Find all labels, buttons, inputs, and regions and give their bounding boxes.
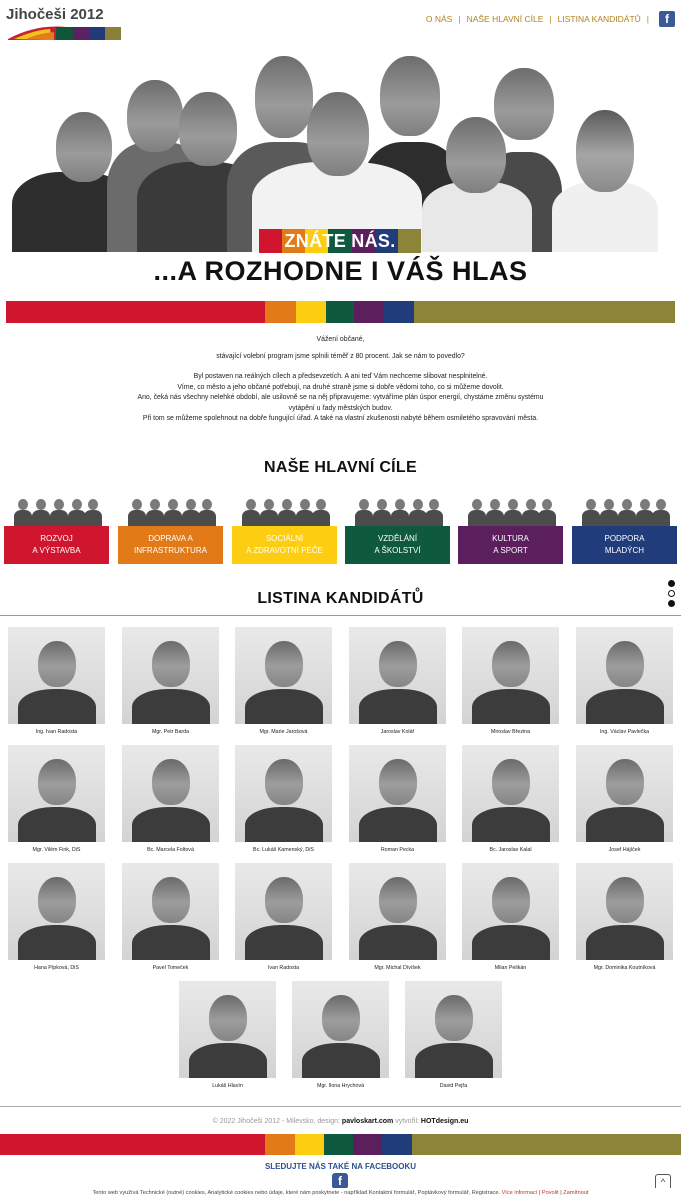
candidate-photo [179, 981, 276, 1078]
goal-team-photo [580, 494, 669, 526]
candidate-card[interactable] [462, 745, 559, 857]
nav-item-listina-kandidatu[interactable]: LISTINA KANDIDÁTŮ [557, 14, 641, 24]
footer-copyright: © 2022 Jihočeši 2012 - Milevsko, design: pavloskart.com vytvořil: HOTdesign.eu [212, 1118, 469, 1125]
candidate-name: Bc. Lukáš Kamenský, DiS [253, 847, 314, 853]
candidate-card[interactable] [576, 863, 673, 975]
candidate-card[interactable] [349, 745, 446, 857]
candidate-photo [349, 745, 446, 842]
section-dot[interactable] [668, 580, 675, 587]
goal-team-photo [466, 494, 555, 526]
goal-label: KULTURA A SPORT [458, 526, 563, 564]
candidate-card[interactable] [349, 627, 446, 739]
goal-label: ROZVOJ A VÝSTAVBA [4, 526, 109, 564]
intro-paragraph-2-line-3: Ano, čeká nás všechny nelehké období, ale usilovně se na něj připravujeme: vytváříme plán úspor energií, chystáme změnu systému [137, 394, 544, 401]
candidate-card[interactable] [8, 863, 105, 975]
candidate-name: Mgr. Petr Barda [151, 729, 190, 735]
goal-card[interactable] [118, 494, 223, 564]
goal-team-photo [240, 494, 329, 526]
design-link[interactable]: pavloskart.com [341, 1118, 394, 1125]
section-divider [0, 615, 681, 616]
cookie-banner: Tento web využívá Technické (nutné) cookies, Analytické cookies nebo údaje, které nám poskytnete - například Kontaktní formulář, Poptávkový formulář, Registrace. Více informací | Povolit | Zamítnout [0, 1188, 681, 1200]
candidate-card[interactable] [576, 745, 673, 857]
candidate-card[interactable] [122, 745, 219, 857]
main-nav [426, 10, 675, 28]
hero-person [552, 110, 658, 252]
candidate-photo [576, 863, 673, 960]
candidate-photo [8, 627, 105, 724]
footer-color-stripe [0, 1134, 681, 1155]
intro-text [100, 335, 581, 425]
candidate-card[interactable] [292, 981, 389, 1093]
hero-badge [259, 229, 421, 253]
site-logo[interactable] [6, 6, 124, 42]
candidate-photo [292, 981, 389, 1078]
candidate-name: Milan Pelikán [494, 965, 527, 971]
cookie-deny-link[interactable]: Zamítnout [563, 1190, 589, 1196]
candidate-name: Ing. Václav Pavlečka [599, 729, 650, 735]
candidate-card[interactable] [235, 863, 332, 975]
candidate-name: Bc. Jaroslav Kalal [489, 847, 532, 853]
nav-item-o-nas[interactable]: O NÁS [425, 14, 453, 24]
candidate-photo [576, 627, 673, 724]
intro-paragraph-2-line-1: Byl postaven na reálných cílech a předsevzetích. A ani teď Vám nechceme slibovat nesplnitelné. [193, 373, 488, 380]
candidate-card[interactable] [462, 863, 559, 975]
candidate-photo [405, 981, 502, 1078]
candidate-photo [349, 627, 446, 724]
hero-person [252, 92, 422, 252]
intro-greeting: Vážení občané, [316, 336, 365, 343]
candidate-photo [235, 627, 332, 724]
candidate-name: Mgr. Vilém Fink, DiS [32, 847, 81, 853]
candidate-photo [462, 745, 559, 842]
goal-label: PODPORA MLADÝCH [572, 526, 677, 564]
candidate-card[interactable] [405, 981, 502, 1093]
footer-divider [0, 1106, 681, 1107]
intro-paragraph-2-line-5: Při tom se můžeme spolehnout na dobře fungující úřad. A také na vlastní zkušenosti nabyté během osmiletého spravování města. [142, 415, 539, 422]
candidate-card[interactable] [8, 745, 105, 857]
nav-separator: | [458, 14, 461, 24]
candidate-card[interactable] [349, 863, 446, 975]
intro-paragraph-2-line-2: Víme, co město a jeho občané potřebují, na druhé straně jsme si dobře vědomi toho, co si můžeme dovolit. [177, 383, 504, 391]
cookie-text: Tento web využívá Technické (nutné) cookies, Analytické cookies nebo údaje, které nám poskytnete - například Kontaktní formulář, Poptávkový formulář, Registrace. [92, 1190, 501, 1196]
color-stripe-bar [6, 301, 675, 323]
author-link[interactable]: HOTdesign.eu [420, 1118, 469, 1125]
nav-separator: | [646, 14, 649, 24]
cookie-allow-link[interactable]: Povolit [541, 1190, 559, 1196]
hero-badge-text: ZNÁTE NÁS. [284, 231, 396, 251]
site-header [0, 0, 681, 46]
candidate-photo [576, 745, 673, 842]
candidate-name: Josef Hájíček [608, 847, 641, 853]
candidate-name: Pavel Tomeček [152, 965, 189, 971]
hero-person [422, 117, 532, 252]
goal-card[interactable] [4, 494, 109, 564]
candidate-name: David Pejřa [439, 1083, 468, 1089]
goal-team-photo [353, 494, 442, 526]
candidate-card[interactable] [122, 627, 219, 739]
goal-label: DOPRAVA A INFRASTRUKTURA [118, 526, 223, 564]
candidate-name: Jaroslav Kolář [380, 729, 415, 735]
candidate-name: Miroslav Březina [490, 729, 531, 735]
candidate-name: Mgr. Dominika Koutníková [593, 965, 656, 971]
hero-group-photo [12, 50, 658, 252]
candidate-photo [8, 745, 105, 842]
logo-color-stripe [6, 26, 122, 40]
candidate-photo [462, 627, 559, 724]
hero-slogan: ...A ROZHODNE I VÁŠ HLAS [153, 256, 528, 286]
facebook-icon[interactable]: f [332, 1173, 348, 1189]
follow-facebook-text: SLEDUJTE NÁS TAKÉ NA FACEBOOKU [264, 1162, 417, 1171]
goal-label: VZDĚLÁNÍ A ŠKOLSTVÍ [345, 526, 450, 564]
nav-separator: | [549, 14, 552, 24]
candidate-card[interactable] [122, 863, 219, 975]
candidate-photo [122, 627, 219, 724]
intro-paragraph-2-line-4: vytápění u řady městských budov. [288, 404, 393, 412]
candidate-photo [122, 863, 219, 960]
candidate-name: Ivan Radosta [267, 965, 300, 971]
candidate-card[interactable] [235, 745, 332, 857]
candidate-card[interactable] [576, 627, 673, 739]
goal-team-photo [12, 494, 101, 526]
candidate-photo [349, 863, 446, 960]
facebook-icon[interactable]: f [659, 11, 675, 27]
candidates-heading: LISTINA KANDIDÁTŮ [257, 590, 424, 607]
candidate-photo [122, 745, 219, 842]
logo-text: Jihočeši 2012 [6, 6, 104, 23]
candidate-photo [462, 863, 559, 960]
candidate-card[interactable] [8, 627, 105, 739]
goal-card[interactable] [345, 494, 450, 564]
candidate-name: Mgr. Marie Jarošová [259, 729, 308, 735]
scroll-top-button[interactable]: ^ [655, 1174, 671, 1190]
goal-team-photo [126, 494, 215, 526]
goal-label: SOCIÁLNÍ A ZDRAVOTNÍ PÉČE [232, 526, 337, 564]
goals-heading: NAŠE HLAVNÍ CÍLE [264, 459, 417, 476]
candidate-name: Hana Pípková, DiS [34, 965, 79, 971]
candidate-name: Mgr. Michal Dívíšek [374, 965, 421, 971]
candidate-name: Mgr. Ilona Hrychová [316, 1083, 365, 1089]
goal-card[interactable] [572, 494, 677, 564]
nav-item-hlavni-cile[interactable]: NAŠE HLAVNÍ CÍLE [466, 14, 544, 24]
goal-card[interactable] [458, 494, 563, 564]
intro-paragraph-1: stávající volební program jsme splnili téměř z 80 procent. Jak se nám to povedlo? [216, 352, 465, 360]
candidate-card[interactable] [179, 981, 276, 1093]
candidate-photo [235, 863, 332, 960]
candidate-name: Lukáš Hlavín [212, 1083, 243, 1089]
candidate-name: Bc. Marcela Foltová [147, 847, 194, 853]
candidate-name: Roman Pecka [380, 847, 415, 853]
candidate-card[interactable] [235, 627, 332, 739]
goals-list [4, 494, 677, 564]
candidate-name: Ing. Ivan Radosta [35, 729, 78, 735]
cookie-more-info-link[interactable]: Více informací [501, 1190, 538, 1196]
goal-card[interactable] [232, 494, 337, 564]
candidate-card[interactable] [462, 627, 559, 739]
candidate-photo [235, 745, 332, 842]
candidate-photo [8, 863, 105, 960]
